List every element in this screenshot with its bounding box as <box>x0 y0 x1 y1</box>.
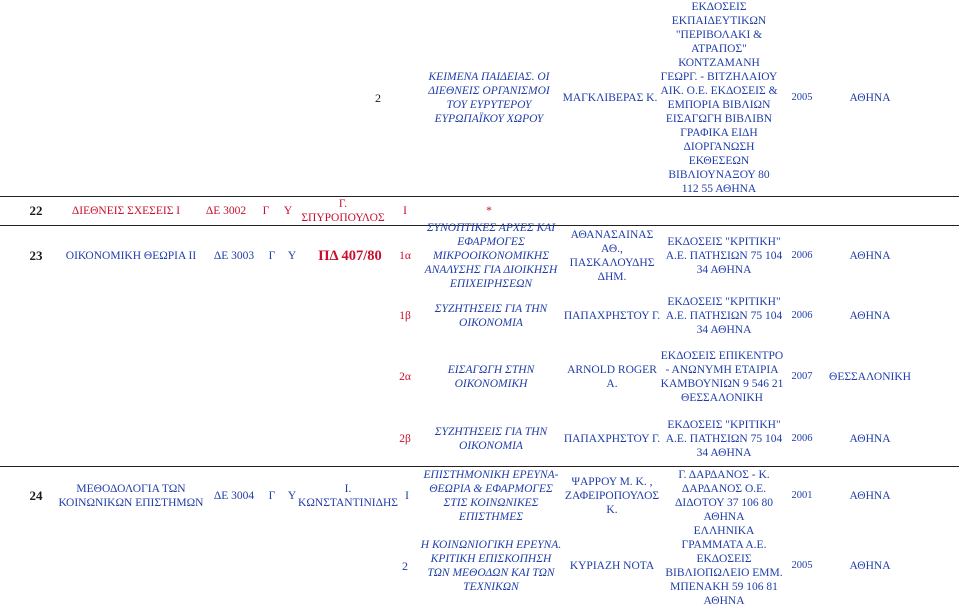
option-number: 2 <box>375 91 381 105</box>
table-row <box>0 290 959 342</box>
semester: Γ <box>268 250 276 262</box>
option-code: 2α <box>399 371 411 383</box>
pd-reference: ΠΔ 407/80 <box>318 248 382 264</box>
year: 2005 <box>791 560 813 571</box>
publisher: ΕΚΔΟΣΕΙΣ "ΚΡΙΤΙΚΗ" Α.Ε. ΠΑΤΗΣΙΩΝ 75 104 34 ΑΘΗΝΑ <box>665 419 783 459</box>
city: ΑΘΗΝΑ <box>849 560 891 572</box>
book-author: ΨΑΡΡΟΥ Μ. Κ. , ΖΑΦΕΙΡΟΠΟΥΛΟΣ Κ. <box>564 476 660 516</box>
semester: Γ <box>262 205 270 217</box>
book-author: ΠΑΠΑΧΡΗΣΤΟΥ Γ. <box>563 310 661 322</box>
star-marker: * <box>486 205 492 217</box>
course-name: ΟΙΚΟΝΟΜΙΚΗ ΘΕΩΡΙΑ ΙΙ <box>65 250 197 262</box>
publisher: ΕΛΛΗΝΙΚΑ ΓΡΑΜΜΑΤΑ Α.Ε. ΕΚΔΟΣΕΙΣ ΒΙΒΛΙΟΠΩΛΕΙΟ ΕΜΜ. ΜΠΕΝΑΚΗ 59 106 81 ΑΘΗΝΑ <box>665 525 783 607</box>
publisher: ΕΚΔΟΣΕΙΣ "ΚΡΙΤΙΚΗ" Α.Ε. ΠΑΤΗΣΙΩΝ 75 104 34 ΑΘΗΝΑ <box>665 296 783 336</box>
course-type: Υ <box>287 490 297 502</box>
publisher: Γ. ΔΑΡΔΑΝΟΣ - Κ. ΔΑΡΔΑΝΟΣ Ο.Ε. ΔΙΔΟΤΟΥ 37 106 80 ΑΘΗΝΑ <box>674 469 774 523</box>
book-author: ΚΥΡΙΑΖΗ ΝΟΤΑ <box>569 560 655 572</box>
publisher: ΕΚΔΟΣΕΙΣ ΕΚΠΑΙΔΕΥΤΙΚΩΝ "ΠΕΡΙΒΟΛΑΚΙ & ΑΤΡΑΠΟΣ" ΚΟΝΤΖΑΜΑΝΗ ΓΕΩΡΓ. - ΒΙΤΖΗΛΑΙΟΥ ΑΙΚ. Ο.Ε. ΕΚΔΟΣΕΙΣ & ΕΜΠΟΡΙΑ ΒΙΒΛΙΩΝ ΕΙΣΑΓΩΓΗ ΒΙΒΛΙΒΝ ΓΡΑΦΙΚΑ ΕΙΔΗ ΔΙΟΡΓΑΝΩΣΗ ΕΚΘΕΣΕΩΝ ΒΙΒΛΙΟΥΝΑΞΟΥ 80 112 55 ΑΘΗΝΑ <box>660 1 778 195</box>
year: 2001 <box>791 490 813 501</box>
option-number: 2 <box>402 559 408 573</box>
teacher: Ι. ΚΩΝΣΤΑΝΤΙΝΙΔΗΣ <box>298 483 398 509</box>
table-row <box>0 348 959 406</box>
year: 2007 <box>791 371 813 382</box>
row-number: 23 <box>29 248 43 263</box>
option-code: 1α <box>399 250 411 262</box>
book-title: ΣΥΝΟΠΤΙΚΕΣ ΑΡΧΕΣ ΚΑΙ ΕΦΑΡΜΟΓΕΣ ΜΙΚΡΟΟΙΚΟΝΟΜΙΚΗΣ ΑΝΑΛΥΣΗΣ ΓΙΑ ΔΙΟΙΚΗΣΗ ΕΠΙΧΕΙΡΗΣΕΩΝ <box>424 222 558 290</box>
course-code: ΔΕ 3002 <box>205 205 247 217</box>
city: ΑΘΗΝΑ <box>849 310 891 322</box>
year: 2006 <box>791 433 813 444</box>
book-author: ARNOLD ROGER A. <box>567 364 657 390</box>
course-name: ΜΕΘΟΔΟΛΟΓΙΑ ΤΩΝ ΚΟΙΝΩΝΙΚΩΝ ΕΠΙΣΤΗΜΩΝ <box>58 483 204 509</box>
year: 2006 <box>791 310 813 321</box>
row-number: 22 <box>29 203 43 218</box>
book-author: ΜΑΓΚΛΙΒΕΡΑΣ Κ. <box>562 92 658 104</box>
book-author: ΠΑΠΑΧΡΗΣΤΟΥ Γ. <box>563 433 661 445</box>
book-title: ΚΕΙΜΕΝΑ ΠΑΙΔΕΙΑΣ. ΟΙ ΔΙΕΘΝΕΙΣ ΟΡΓΑΝΙΣΜΟΙ ΤΟΥ ΕΥΡΥΤΕΡΟΥ ΕΥΡΩΠΑΪΚΟΥ ΧΩΡΟΥ <box>428 71 550 125</box>
city: ΑΘΗΝΑ <box>849 250 891 262</box>
course-type: Υ <box>283 205 293 217</box>
year: 2006 <box>791 250 813 261</box>
city: ΑΘΗΝΑ <box>849 433 891 445</box>
year: 2005 <box>791 92 813 103</box>
credits: Ι <box>405 490 409 502</box>
option-code: 1β <box>399 310 411 322</box>
semester: Γ <box>268 490 276 502</box>
row-number: 24 <box>29 488 43 503</box>
publisher: ΕΚΔΟΣΕΙΣ ΕΠΙΚΕΝΤΡΟ - ΑΝΩΝΥΜΗ ΕΤΑΙΡΙΑ ΚΑΜΒΟΥΝΙΩΝ 9 546 21 ΘΕΣΣΑΛΟΝΙΚΗ <box>660 350 784 404</box>
table-row <box>0 414 959 464</box>
credits: Ι <box>403 205 407 217</box>
table-row <box>0 0 959 196</box>
course-name: ΔΙΕΘΝΕΙΣ ΣΧΕΣΕΙΣ Ι <box>71 205 181 217</box>
city: ΑΘΗΝΑ <box>849 490 891 502</box>
book-author: ΑΘΑΝΑΣΑΙΝΑΣ ΑΘ., ΠΑΣΚΑΛΟΥΔΗΣ ΔΗΜ. <box>569 229 655 283</box>
book-title: Η ΚΟΙΝΩΝΙΟΓΙΚΗ ΕΡΕΥΝΑ. ΚΡΙΤΙΚΗ ΕΠΙΣΚΟΠΗΣΗ ΤΩΝ ΜΕΘΟΔΩΝ ΚΑΙ ΤΩΝ ΤΕΧΝΙΚΩΝ <box>420 539 562 593</box>
table-row <box>0 525 959 607</box>
course-code: ΔΕ 3003 <box>213 250 255 262</box>
option-code: 2β <box>399 433 411 445</box>
book-title: ΕΙΣΑΓΩΓΗ ΣΤΗΝ ΟΙΚΟΝΟΜΙΚΗ <box>447 364 535 390</box>
book-title: ΣΥΖΗΤΗΣΕΙΣ ΓΙΑ ΤΗΝ ΟΙΚΟΝΟΜΙΑ <box>434 303 548 329</box>
teacher: Γ. ΣΠΥΡΟΠΟΥΛΟΣ <box>301 198 385 224</box>
course-type: Υ <box>287 250 297 262</box>
course-code: ΔΕ 3004 <box>213 490 255 502</box>
book-title: ΕΠΙΣΤΗΜΟΝΙΚΗ ΕΡΕΥΝΑ- ΘΕΩΡΙΑ & ΕΦΑΡΜΟΓΕΣ ΣΤΙΣ ΚΟΙΝΩΝΙΚΕΣ ΕΠΙΣΤΗΜΕΣ <box>423 469 559 523</box>
city: ΑΘΗΝΑ <box>849 92 891 104</box>
table-row <box>0 222 959 290</box>
book-title: ΣΥΖΗΤΗΣΕΙΣ ΓΙΑ ΤΗΝ ΟΙΚΟΝΟΜΙΑ <box>434 426 548 452</box>
table-row <box>0 467 959 525</box>
publisher: ΕΚΔΟΣΕΙΣ "ΚΡΙΤΙΚΗ" Α.Ε. ΠΑΤΗΣΙΩΝ 75 104 34 ΑΘΗΝΑ <box>665 236 783 276</box>
city: ΘΕΣΣΑΛΟΝΙΚΗ <box>829 371 911 383</box>
